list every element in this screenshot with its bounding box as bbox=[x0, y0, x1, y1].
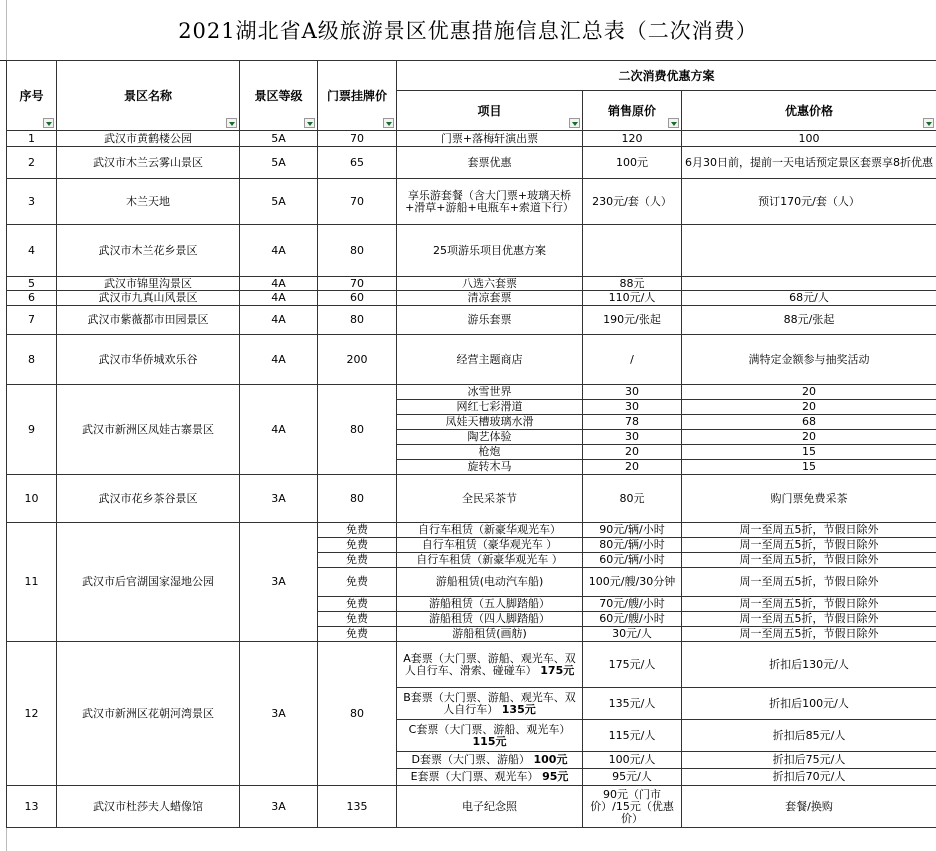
cell-ticket[interactable]: 免费 bbox=[318, 523, 397, 538]
cell-disc[interactable]: 折扣后85元/人 bbox=[682, 720, 936, 752]
package-price: 115元 bbox=[472, 734, 507, 748]
cell-disc[interactable]: 15 bbox=[682, 445, 936, 460]
table-row bbox=[7, 179, 936, 225]
cell-item[interactable]: 套票优惠 bbox=[397, 147, 583, 179]
cell-item[interactable]: B套票（大门票、游船、观光车、双人自行车） 135元 bbox=[397, 688, 583, 720]
cell-item[interactable]: 游船租赁（四人脚踏船） bbox=[397, 612, 583, 627]
cell-seq[interactable]: 8 bbox=[7, 335, 57, 385]
cell-item[interactable]: 游船租赁(画舫) bbox=[397, 627, 583, 642]
cell-orig[interactable]: 78 bbox=[583, 415, 682, 430]
cell-ticket[interactable]: 65 bbox=[318, 147, 397, 179]
discount-table bbox=[6, 60, 936, 828]
cell-disc[interactable] bbox=[682, 225, 936, 277]
cell-ticket[interactable]: 60 bbox=[318, 291, 397, 306]
table-row bbox=[7, 385, 936, 400]
cell-orig[interactable]: 30 bbox=[583, 400, 682, 415]
cell-item[interactable]: 自行车租赁（豪华观光车 ） bbox=[397, 538, 583, 553]
cell-ticket[interactable]: 200 bbox=[318, 335, 397, 385]
cell-orig[interactable]: 20 bbox=[583, 460, 682, 475]
cell-item[interactable]: 陶艺体验 bbox=[397, 430, 583, 445]
cell-name[interactable]: 武汉市花乡茶谷景区 bbox=[57, 475, 240, 523]
cell-grade[interactable]: 4A bbox=[240, 225, 318, 277]
cell-grade[interactable]: 5A bbox=[240, 179, 318, 225]
cell-ticket[interactable]: 70 bbox=[318, 277, 397, 291]
cell-ticket[interactable]: 免费 bbox=[318, 553, 397, 568]
cell-orig[interactable]: 90元（门市价）/15元（优惠价） bbox=[583, 786, 682, 828]
cell-ticket[interactable]: 80 bbox=[318, 475, 397, 523]
cell-orig[interactable]: 70元/艘/小时 bbox=[583, 597, 682, 612]
cell-seq[interactable]: 7 bbox=[7, 306, 57, 335]
cell-orig[interactable]: 120 bbox=[583, 131, 682, 147]
cell-name[interactable]: 木兰天地 bbox=[57, 179, 240, 225]
table-row bbox=[7, 225, 936, 277]
package-price: 135元 bbox=[501, 702, 536, 716]
cell-item[interactable]: 经营主题商店 bbox=[397, 335, 583, 385]
cell-item[interactable]: 自行车租赁（新豪华观光车） bbox=[397, 523, 583, 538]
cell-orig[interactable]: 60元/艘/小时 bbox=[583, 612, 682, 627]
cell-item[interactable]: 自行车租赁（新豪华观光车 ） bbox=[397, 553, 583, 568]
cell-item[interactable]: C套票（大门票、游船、观光车） 115元 bbox=[397, 720, 583, 752]
package-price: 100元 bbox=[533, 753, 568, 766]
cell-grade[interactable]: 5A bbox=[240, 147, 318, 179]
cell-grade[interactable]: 3A bbox=[240, 642, 318, 786]
filter-dropdown-icon[interactable] bbox=[569, 118, 580, 128]
filter-dropdown-icon[interactable] bbox=[923, 118, 934, 128]
cell-name[interactable]: 武汉市杜莎夫人蜡像馆 bbox=[57, 786, 240, 828]
cell-orig[interactable]: 80元/辆/小时 bbox=[583, 538, 682, 553]
table-row bbox=[7, 306, 936, 335]
cell-orig[interactable]: 90元/辆/小时 bbox=[583, 523, 682, 538]
cell-grade[interactable]: 4A bbox=[240, 335, 318, 385]
table-row bbox=[7, 147, 936, 179]
header-plan: 二次消费优惠方案 bbox=[397, 61, 936, 91]
cell-seq[interactable]: 6 bbox=[7, 291, 57, 306]
cell-disc[interactable]: 周一至周五5折，节假日除外 bbox=[682, 597, 936, 612]
cell-orig[interactable]: 110元/人 bbox=[583, 291, 682, 306]
cell-grade[interactable]: 3A bbox=[240, 475, 318, 523]
table-row bbox=[7, 642, 936, 688]
cell-orig[interactable]: 230元/套（人） bbox=[583, 179, 682, 225]
cell-orig[interactable]: 30 bbox=[583, 385, 682, 400]
cell-orig[interactable]: / bbox=[583, 335, 682, 385]
cell-seq[interactable]: 3 bbox=[7, 179, 57, 225]
cell-disc[interactable]: 周一至周五5折，节假日除外 bbox=[682, 627, 936, 642]
cell-grade[interactable]: 4A bbox=[240, 277, 318, 291]
cell-name[interactable]: 武汉市新洲区花朝河湾景区 bbox=[57, 642, 240, 786]
cell-grade[interactable]: 4A bbox=[240, 291, 318, 306]
cell-ticket[interactable]: 80 bbox=[318, 385, 397, 475]
cell-item[interactable]: 网红七彩滑道 bbox=[397, 400, 583, 415]
cell-ticket[interactable]: 80 bbox=[318, 225, 397, 277]
cell-seq[interactable]: 9 bbox=[7, 385, 57, 475]
cell-disc[interactable]: 折扣后70元/人 bbox=[682, 769, 936, 786]
table-row bbox=[7, 523, 936, 538]
cell-disc[interactable]: 88元/张起 bbox=[682, 306, 936, 335]
sheet-title: 2021湖北省A级旅游景区优惠措施信息汇总表（二次消费） bbox=[0, 0, 936, 61]
cell-disc[interactable]: 周一至周五5折，节假日除外 bbox=[682, 568, 936, 597]
table-row bbox=[7, 475, 936, 523]
cell-disc[interactable]: 预订170元/套（人） bbox=[682, 179, 936, 225]
table-row bbox=[7, 131, 936, 147]
cell-name[interactable]: 武汉市木兰云雾山景区 bbox=[57, 147, 240, 179]
cell-name[interactable]: 武汉市木兰花乡景区 bbox=[57, 225, 240, 277]
cell-disc[interactable]: 15 bbox=[682, 460, 936, 475]
cell-item[interactable]: 游船租赁（五人脚踏船） bbox=[397, 597, 583, 612]
cell-seq[interactable]: 13 bbox=[7, 786, 57, 828]
cell-disc[interactable]: 20 bbox=[682, 400, 936, 415]
cell-item[interactable]: 享乐游套餐（含大门票+玻璃天桥+滑草+游船+电瓶车+索道下行） bbox=[397, 179, 583, 225]
cell-ticket[interactable]: 80 bbox=[318, 642, 397, 786]
cell-disc[interactable]: 周一至周五5折，节假日除外 bbox=[682, 553, 936, 568]
cell-item[interactable]: 旋转木马 bbox=[397, 460, 583, 475]
filter-dropdown-icon[interactable] bbox=[226, 118, 237, 128]
cell-ticket[interactable]: 免费 bbox=[318, 538, 397, 553]
cell-disc[interactable]: 套餐/换购 bbox=[682, 786, 936, 828]
cell-orig[interactable] bbox=[583, 225, 682, 277]
cell-ticket[interactable]: 免费 bbox=[318, 612, 397, 627]
cell-orig[interactable]: 88元 bbox=[583, 277, 682, 291]
cell-disc[interactable]: 折扣后75元/人 bbox=[682, 752, 936, 769]
cell-item[interactable]: 清凉套票 bbox=[397, 291, 583, 306]
cell-orig[interactable]: 20 bbox=[583, 445, 682, 460]
cell-orig[interactable]: 100元 bbox=[583, 147, 682, 179]
cell-item[interactable]: A套票（大门票、游船、观光车、双人自行车、滑索、碰碰车） 175元 bbox=[397, 642, 583, 688]
cell-name[interactable]: 武汉市黄鹤楼公园 bbox=[57, 131, 240, 147]
table-row bbox=[7, 291, 936, 306]
cell-ticket[interactable]: 免费 bbox=[318, 568, 397, 597]
cell-disc[interactable]: 满特定金额参与抽奖活动 bbox=[682, 335, 936, 385]
cell-orig[interactable]: 190元/张起 bbox=[583, 306, 682, 335]
cell-ticket[interactable]: 80 bbox=[318, 306, 397, 335]
cell-grade[interactable]: 3A bbox=[240, 786, 318, 828]
table-row bbox=[7, 335, 936, 385]
filter-dropdown-icon[interactable] bbox=[304, 118, 315, 128]
cell-item[interactable]: 冰雪世界 bbox=[397, 385, 583, 400]
cell-orig[interactable]: 30元/人 bbox=[583, 627, 682, 642]
cell-item[interactable]: 25项游乐项目优惠方案 bbox=[397, 225, 583, 277]
cell-disc[interactable]: 68 bbox=[682, 415, 936, 430]
cell-item[interactable]: 凤娃天槽玻璃水滑 bbox=[397, 415, 583, 430]
header-orig: 销售原价 bbox=[583, 91, 682, 131]
cell-disc[interactable]: 6月30日前，提前一天电话预定景区套票享8折优惠 bbox=[682, 147, 936, 179]
cell-disc[interactable]: 周一至周五5折，节假日除外 bbox=[682, 523, 936, 538]
cell-item[interactable]: 电子纪念照 bbox=[397, 786, 583, 828]
header-name: 景区名称 bbox=[57, 61, 240, 131]
cell-item[interactable]: D套票（大门票、游船） 100元 bbox=[397, 752, 583, 769]
header-grade: 景区等级 bbox=[240, 61, 318, 131]
cell-disc[interactable]: 20 bbox=[682, 385, 936, 400]
cell-disc[interactable]: 折扣后130元/人 bbox=[682, 642, 936, 688]
cell-orig[interactable]: 95元/人 bbox=[583, 769, 682, 786]
cell-grade[interactable]: 5A bbox=[240, 131, 318, 147]
cell-name[interactable]: 武汉市九真山风景区 bbox=[57, 291, 240, 306]
cell-seq[interactable]: 1 bbox=[7, 131, 57, 147]
cell-orig[interactable]: 80元 bbox=[583, 475, 682, 523]
cell-disc[interactable] bbox=[682, 277, 936, 291]
cell-ticket[interactable]: 70 bbox=[318, 179, 397, 225]
cell-name[interactable]: 武汉市紫薇都市田园景区 bbox=[57, 306, 240, 335]
cell-item[interactable]: 门票+落梅轩演出票 bbox=[397, 131, 583, 147]
cell-seq[interactable]: 11 bbox=[7, 523, 57, 642]
cell-orig[interactable]: 175元/人 bbox=[583, 642, 682, 688]
table-row bbox=[7, 277, 936, 291]
cell-disc[interactable]: 20 bbox=[682, 430, 936, 445]
header-seq: 序号 bbox=[7, 61, 57, 131]
cell-item[interactable]: 游船租赁(电动汽车船) bbox=[397, 568, 583, 597]
cell-disc[interactable]: 折扣后100元/人 bbox=[682, 688, 936, 720]
cell-disc[interactable]: 周一至周五5折，节假日除外 bbox=[682, 612, 936, 627]
cell-orig[interactable]: 100元/人 bbox=[583, 752, 682, 769]
cell-name[interactable]: 武汉市锦里沟景区 bbox=[57, 277, 240, 291]
cell-seq[interactable]: 10 bbox=[7, 475, 57, 523]
cell-grade[interactable]: 4A bbox=[240, 306, 318, 335]
cell-orig[interactable]: 30 bbox=[583, 430, 682, 445]
cell-orig[interactable]: 60元/辆/小时 bbox=[583, 553, 682, 568]
cell-seq[interactable]: 12 bbox=[7, 642, 57, 786]
header-ticket: 门票挂牌价 bbox=[318, 61, 397, 131]
cell-name[interactable]: 武汉市后官湖国家湿地公园 bbox=[57, 523, 240, 642]
cell-ticket[interactable]: 免费 bbox=[318, 597, 397, 612]
cell-orig[interactable]: 115元/人 bbox=[583, 720, 682, 752]
table-row bbox=[7, 786, 936, 828]
header-disc: 优惠价格 bbox=[682, 91, 936, 131]
cell-name[interactable]: 武汉市华侨城欢乐谷 bbox=[57, 335, 240, 385]
cell-ticket[interactable]: 70 bbox=[318, 131, 397, 147]
cell-item[interactable]: 枪炮 bbox=[397, 445, 583, 460]
filter-dropdown-icon[interactable] bbox=[43, 118, 54, 128]
cell-item[interactable]: E套票（大门票、观光车） 95元 bbox=[397, 769, 583, 786]
cell-item[interactable]: 游乐套票 bbox=[397, 306, 583, 335]
cell-orig[interactable]: 100元/艘/30分钟 bbox=[583, 568, 682, 597]
cell-item[interactable]: 八选六套票 bbox=[397, 277, 583, 291]
cell-name[interactable]: 武汉市新洲区凤娃古寨景区 bbox=[57, 385, 240, 475]
cell-ticket[interactable]: 免费 bbox=[318, 627, 397, 642]
package-price: 175元 bbox=[540, 663, 575, 677]
cell-item[interactable]: 全民采茶节 bbox=[397, 475, 583, 523]
cell-disc[interactable]: 购门票免费采茶 bbox=[682, 475, 936, 523]
cell-disc[interactable]: 100 bbox=[682, 131, 936, 147]
filter-dropdown-icon[interactable] bbox=[383, 118, 394, 128]
cell-seq[interactable]: 4 bbox=[7, 225, 57, 277]
cell-grade[interactable]: 3A bbox=[240, 523, 318, 642]
cell-orig[interactable]: 135元/人 bbox=[583, 688, 682, 720]
cell-ticket[interactable]: 135 bbox=[318, 786, 397, 828]
cell-seq[interactable]: 5 bbox=[7, 277, 57, 291]
cell-grade[interactable]: 4A bbox=[240, 385, 318, 475]
header-item: 项目 bbox=[397, 91, 583, 131]
cell-seq[interactable]: 2 bbox=[7, 147, 57, 179]
filter-dropdown-icon[interactable] bbox=[668, 118, 679, 128]
cell-disc[interactable]: 68元/人 bbox=[682, 291, 936, 306]
cell-disc[interactable]: 周一至周五5折，节假日除外 bbox=[682, 538, 936, 553]
package-price: 95元 bbox=[542, 770, 569, 783]
